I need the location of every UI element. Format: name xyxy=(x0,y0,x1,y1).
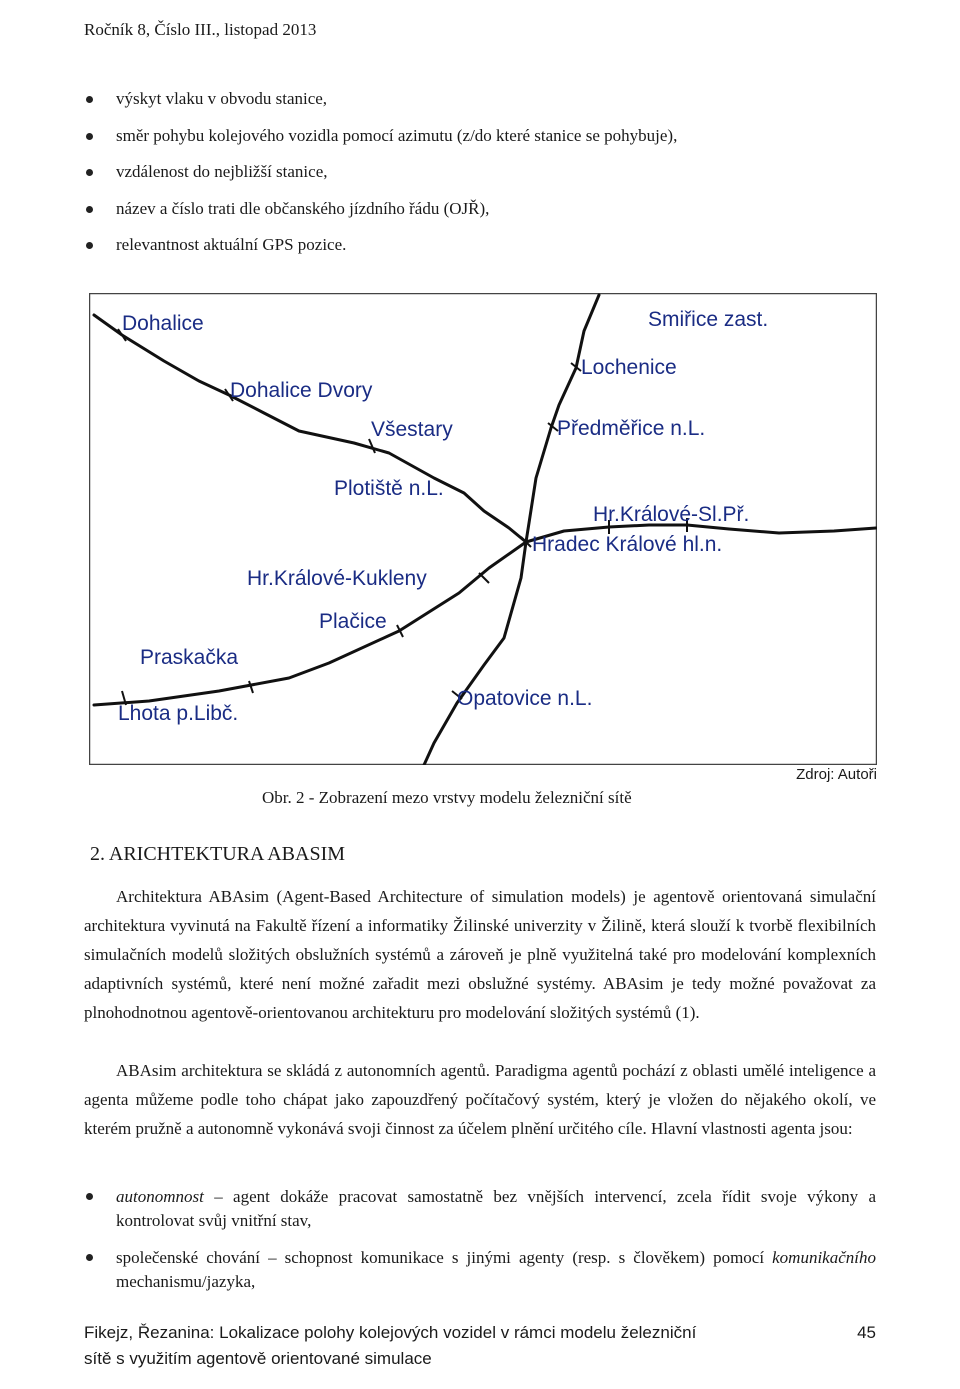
station-lochenice: Lochenice xyxy=(581,356,677,379)
list-item: autonomnost – agent dokáže pracovat samostatně bez vnějších intervencí, zcela řídit svoje výkony a kontrolovat svůj vnitřní stav, xyxy=(84,1185,876,1233)
railway-map xyxy=(89,293,877,765)
station-hk-slezske-predmesti: Hr.Králové-Sl.Př. xyxy=(593,503,750,526)
term-komunikacniho: komunikačního xyxy=(772,1248,876,1267)
station-predmerice: Předměřice n.L. xyxy=(557,417,706,440)
station-smirice: Smiřice zast. xyxy=(648,308,769,331)
figure-caption: Obr. 2 - Zobrazení mezo vrstvy modelu železniční sítě xyxy=(262,788,632,807)
section-title: 2. ARICHTEKTURA ABASIM xyxy=(90,843,346,865)
list-item: výskyt vlaku v obvodu stanice, xyxy=(84,86,884,123)
list-item: název a číslo trati dle občanského jízdního řádu (OJŘ), xyxy=(84,196,884,233)
station-lhota: Lhota p.Libč. xyxy=(118,702,239,725)
figure-source: Zdroj: Autoři xyxy=(796,766,877,783)
paragraph-architecture: Architektura ABAsim (Agent-Based Architecture of simulation models) je agentově orientovaná simulační architektura vyvinutá na Fakultě řízení a informatiky Žilinské univerzity v Žilině, která slouží k tvorbě flexibilních simulačních modelů složitých obslužních systémů a zároveň je plně využitelná také pro modelování komplexních adaptivních systémů, které není možné zařadit mezi obslužné systémy. ABAsim je tedy možné považovat za plnohodnotnou agentově-orientovanou architekturu pro modelování složitých systémů (1). xyxy=(84,887,876,1022)
term-autonomnost: autonomnost xyxy=(116,1187,204,1206)
paragraph-agents: ABAsim architektura se skládá z autonomních agentů. Paradigma agentů pochází z oblasti umělé inteligence a agenta můžeme podle toho chápat jako zapouzdřený počítačový systém, který je vložen do nějakého okolí, ve kterém pružně a autonomně vykonává svoji činnost za účelem plnění určitého cíle. Hlavní vlastnosti agenta jsou: xyxy=(84,1061,876,1138)
journal-header: Ročník 8, Číslo III., listopad 2013 xyxy=(84,20,317,39)
station-placice: Plačice xyxy=(319,610,387,633)
station-dohalice-dvory: Dohalice Dvory xyxy=(230,379,373,402)
footer-line-2: sítě s využitím agentově orientované simulace xyxy=(84,1349,432,1368)
station-vsestary: Všestary xyxy=(371,418,453,441)
page-number: 45 xyxy=(857,1323,876,1342)
station-hk-hlavni: Hradec Králové hl.n. xyxy=(532,533,723,556)
station-plotiste: Plotiště n.L. xyxy=(334,477,444,500)
station-opatovice: Opatovice n.L. xyxy=(457,687,593,710)
station-hk-kukleny: Hr.Králové-Kukleny xyxy=(247,567,427,590)
top-bullet-list xyxy=(84,86,884,269)
footer-line-1: Fikejz, Řezanina: Lokalizace polohy kolejových vozidel v rámci modelu železniční xyxy=(84,1323,697,1342)
station-praskacka: Praskačka xyxy=(140,646,239,669)
list-item: směr pohybu kolejového vozidla pomocí azimutu (z/do které stanice se pohybuje), xyxy=(84,123,884,160)
list-item: vzdálenost do nejbližší stanice, xyxy=(84,159,884,196)
agent-properties-list xyxy=(84,1185,876,1307)
list-item: relevantnost aktuální GPS pozice. xyxy=(84,232,884,269)
station-dohalice: Dohalice xyxy=(122,312,204,335)
page-footer xyxy=(84,1320,876,1372)
list-item: společenské chování – schopnost komunikace s jinými agenty (resp. s člověkem) pomocí komunikačního mechanismu/jazyka, xyxy=(84,1246,876,1294)
